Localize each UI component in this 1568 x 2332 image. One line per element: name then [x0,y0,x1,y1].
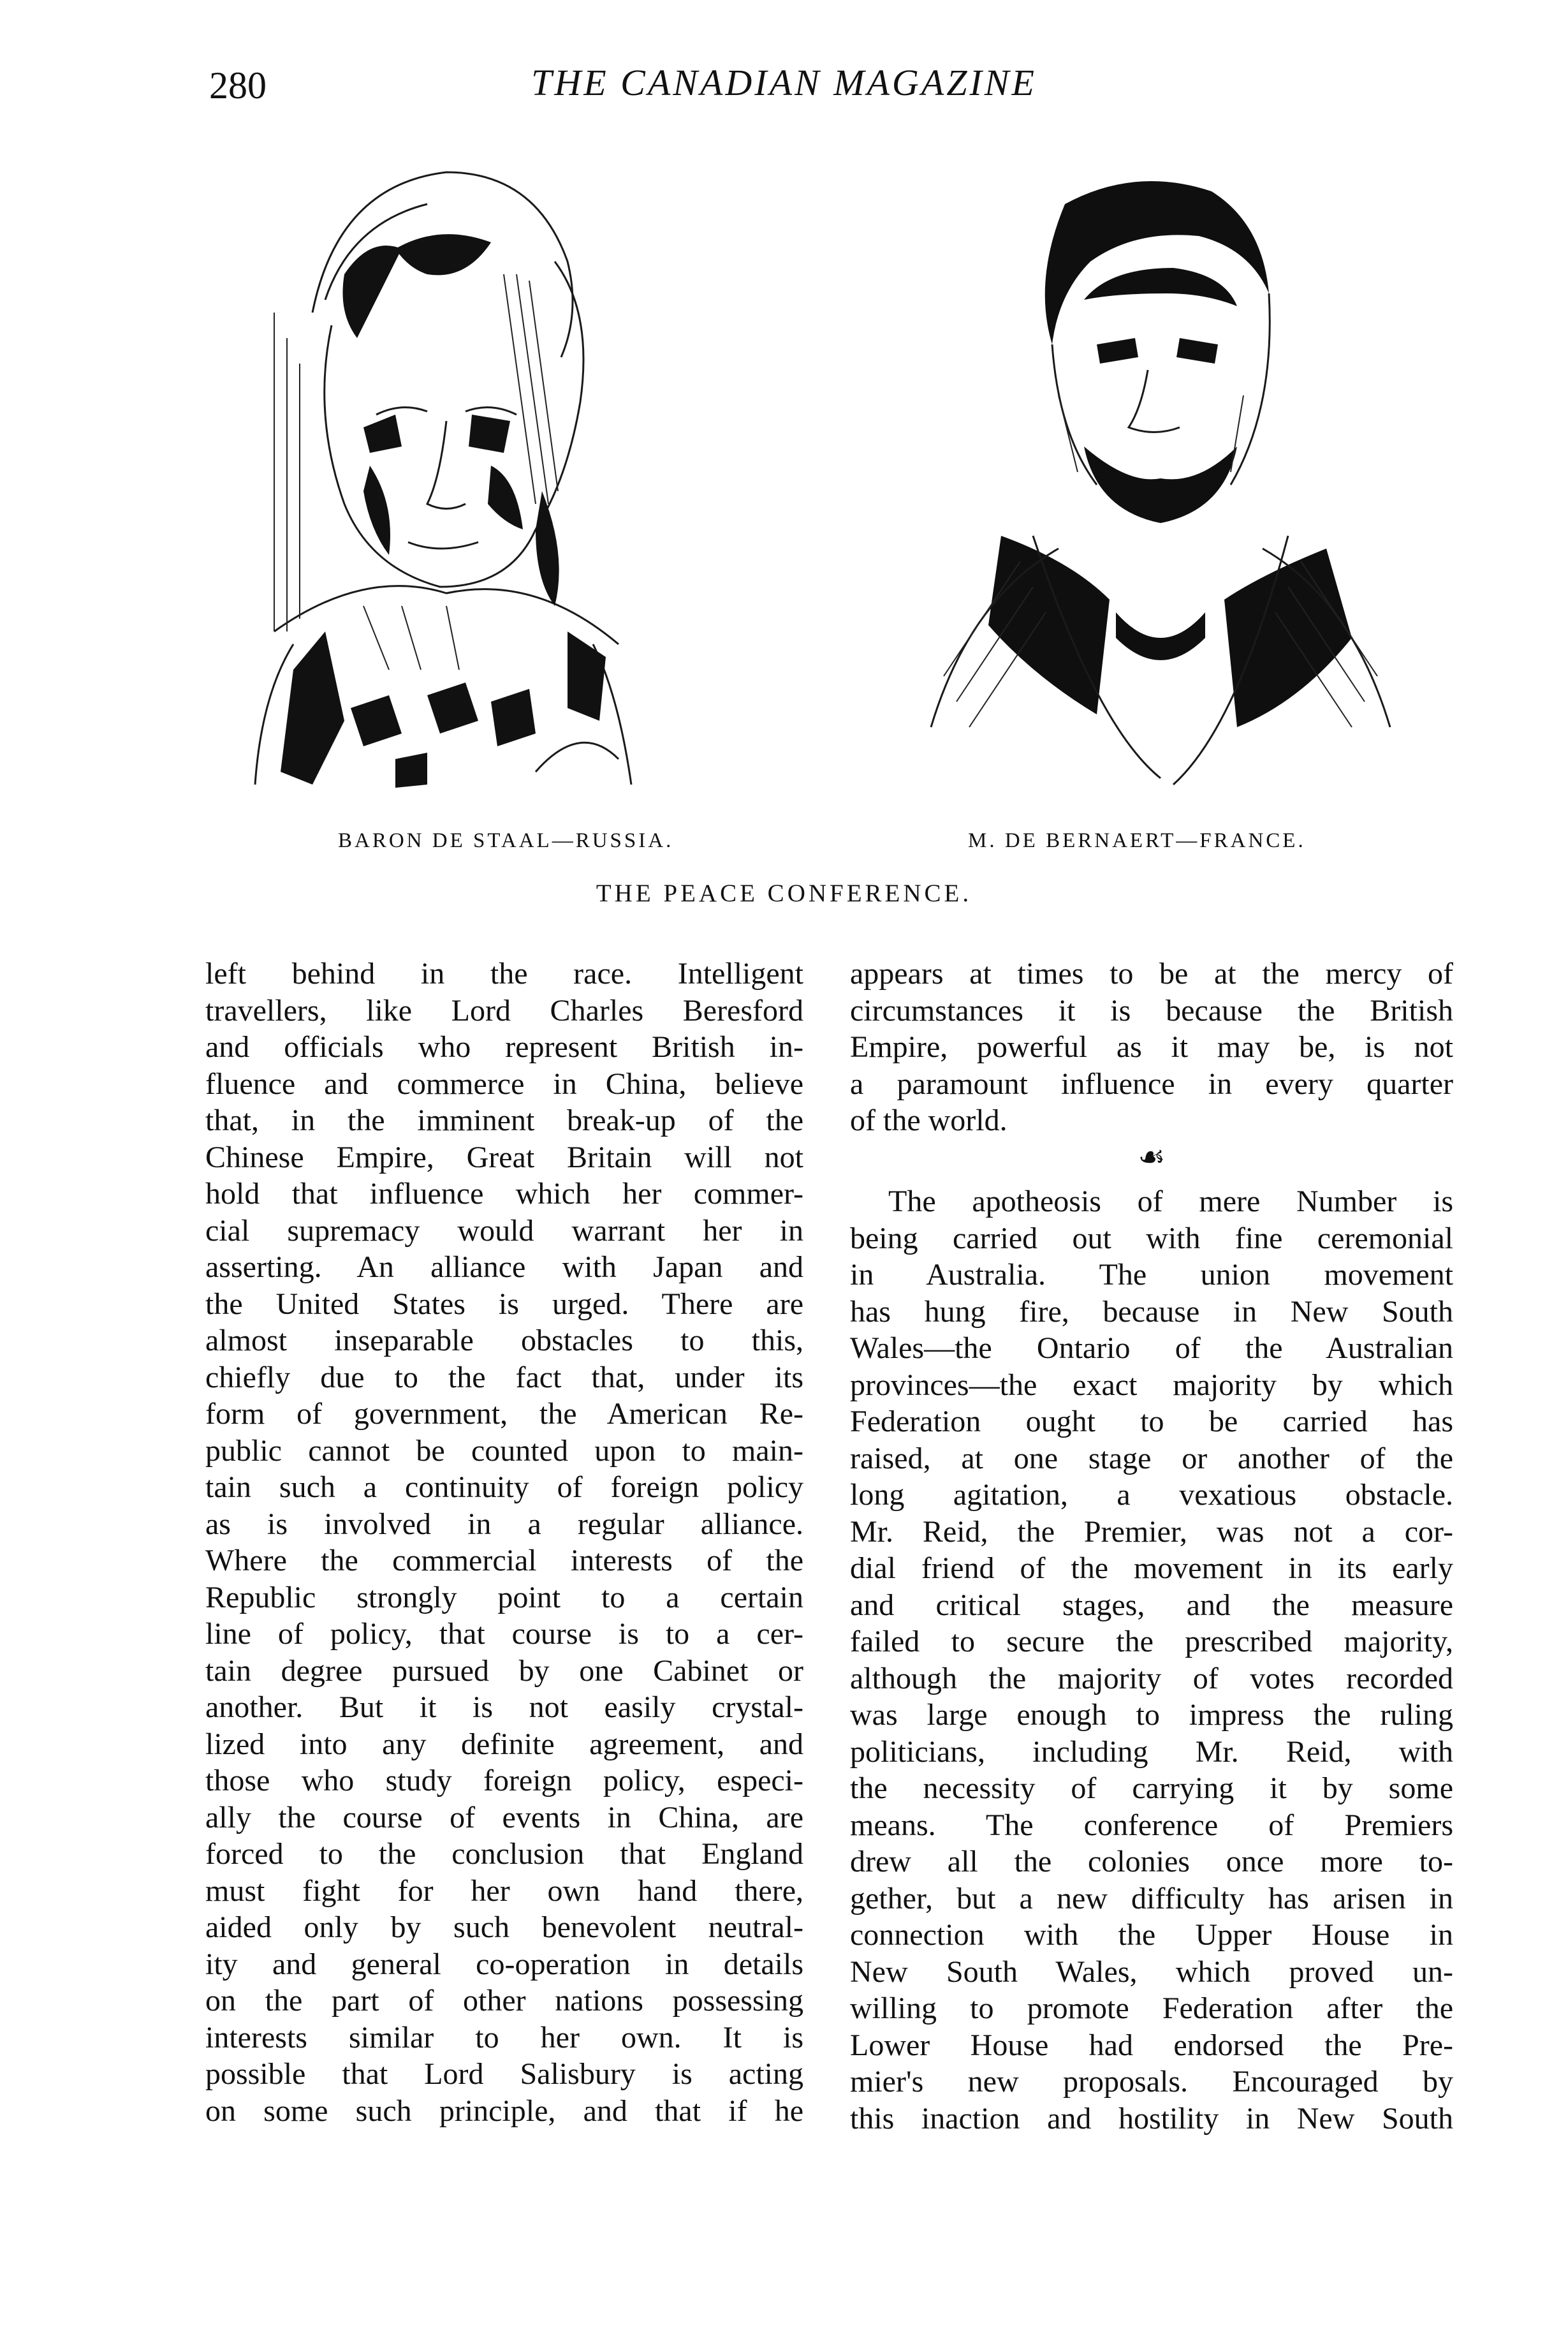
text-line: tain such a continuity of foreign policy [205,1470,803,1504]
text-line: Where the commercial interests of the [205,1544,803,1577]
text-line: Republic strongly point to a certain [205,1580,803,1614]
text-line: left behind in the race. Intelligent [205,957,803,991]
text-line: New South Wales, which proved un- [850,1954,1453,1989]
running-head: THE CANADIAN MAGAZINE [531,62,1037,103]
text-line: gether, but a new difficulty has arisen in [850,1881,1453,1915]
text-line: politicians, including Mr. Reid, with [850,1734,1453,1769]
text-line: chiefly due to the fact that, under its [205,1360,803,1394]
portrait-baron-de-staal [236,147,644,791]
text-line: lized into any definite agreement, and [205,1727,803,1761]
caption-m-de-bernaert: M. DE BERNAERT—FRANCE. [968,829,1306,852]
text-line: fluence and commerce in China, believe [205,1066,803,1101]
section-title: THE PEACE CONFERENCE. [596,880,972,907]
text-line: as is involved in a regular alliance. [205,1507,803,1541]
text-line: almost inseparable obstacles to this, [205,1324,803,1357]
text-line: and officials who represent British in- [205,1030,803,1064]
text-line: Chinese Empire, Great Britain will not [205,1140,803,1174]
text-line: long agitation, a vexatious obstacle. [850,1478,1453,1512]
text-line: possible that Lord Salisbury is acting [205,2057,803,2091]
text-line: although the majority of votes recorded [850,1661,1453,1695]
text-line: dial friend of the movement in its early [850,1551,1453,1585]
text-line: failed to secure the prescribed majority, [850,1625,1453,1658]
text-line: was large enough to impress the ruling [850,1698,1453,1732]
text-line: hold that influence which her commer- [205,1177,803,1211]
text-line: cial supremacy would warrant her in [205,1213,803,1248]
text-line: tain degree pursued by one Cabinet or [205,1653,803,1688]
text-line: raised, at one stage or another of the [850,1441,1453,1475]
text-line: has hung fire, because in New South [850,1294,1453,1329]
text-line: ity and general co-operation in details [205,1947,803,1981]
text-line: connection with the Upper House in [850,1918,1453,1952]
text-line: ally the course of events in China, are [205,1800,803,1834]
text-line: willing to promote Federation after the [850,1991,1453,2025]
text-line: those who study foreign policy, especi- [205,1764,803,1797]
text-line: circumstances it is because the British [850,993,1453,1028]
text-line: Empire, powerful as it may be, is not [850,1030,1453,1064]
text-line: another. But it is not easily crystal- [205,1690,803,1724]
right-column [850,956,1453,2137]
text-line: forced to the conclusion that England [205,1837,803,1871]
text-line: Mr. Reid, the Premier, was not a cor- [850,1514,1453,1549]
text-line: aided only by such benevolent neutral- [205,1910,803,1944]
text-line: interests similar to her own. It is [205,2020,803,2055]
text-line: a paramount influence in every quarter [850,1066,1453,1101]
section-break-ornament: ☙ [1138,1140,1166,1174]
left-column [205,956,803,2129]
portrait-m-de-bernaert [905,153,1416,791]
text-line: the United States is urged. There are [205,1287,803,1321]
text-line: on some such principle, and that if he [205,2093,803,2128]
text-line: that, in the imminent break-up of the [205,1103,803,1137]
text-line: form of government, the American Re- [205,1397,803,1431]
text-line: appears at times to be at the mercy of [850,957,1453,991]
text-line: and critical stages, and the measure [850,1588,1453,1622]
text-line: this inaction and hostility in New South [850,2101,1453,2136]
text-line: provinces—the exact majority by which [850,1368,1453,1402]
text-line: travellers, like Lord Charles Beresford [205,993,803,1028]
text-line: means. The conference of Premiers [850,1808,1453,1842]
text-line: must fight for her own hand there, [205,1873,803,1908]
text-line: the necessity of carrying it by some [850,1771,1453,1805]
text-line: of the world. [850,1103,1007,1137]
text-line: The apotheosis of mere Number is [888,1184,1453,1218]
text-line: Wales—the Ontario of the Australian [850,1331,1453,1365]
text-line: line of policy, that course is to a cer- [205,1617,803,1651]
text-line: Lower House had endorsed the Pre- [850,2028,1453,2062]
page-number: 280 [209,64,267,107]
text-line: drew all the colonies once more to- [850,1845,1453,1878]
text-line: mier's new proposals. Encouraged by [850,2065,1453,2099]
text-line: asserting. An alliance with Japan and [205,1250,803,1284]
text-line: being carried out with fine ceremonial [850,1221,1453,1255]
caption-baron-de-staal: BARON DE STAAL—RUSSIA. [338,829,674,852]
text-line: Federation ought to be carried has [850,1405,1453,1438]
text-line: public cannot be counted upon to main- [205,1433,803,1468]
text-line: in Australia. The union movement [850,1258,1453,1292]
text-line: on the part of other nations possessing [205,1984,803,2018]
